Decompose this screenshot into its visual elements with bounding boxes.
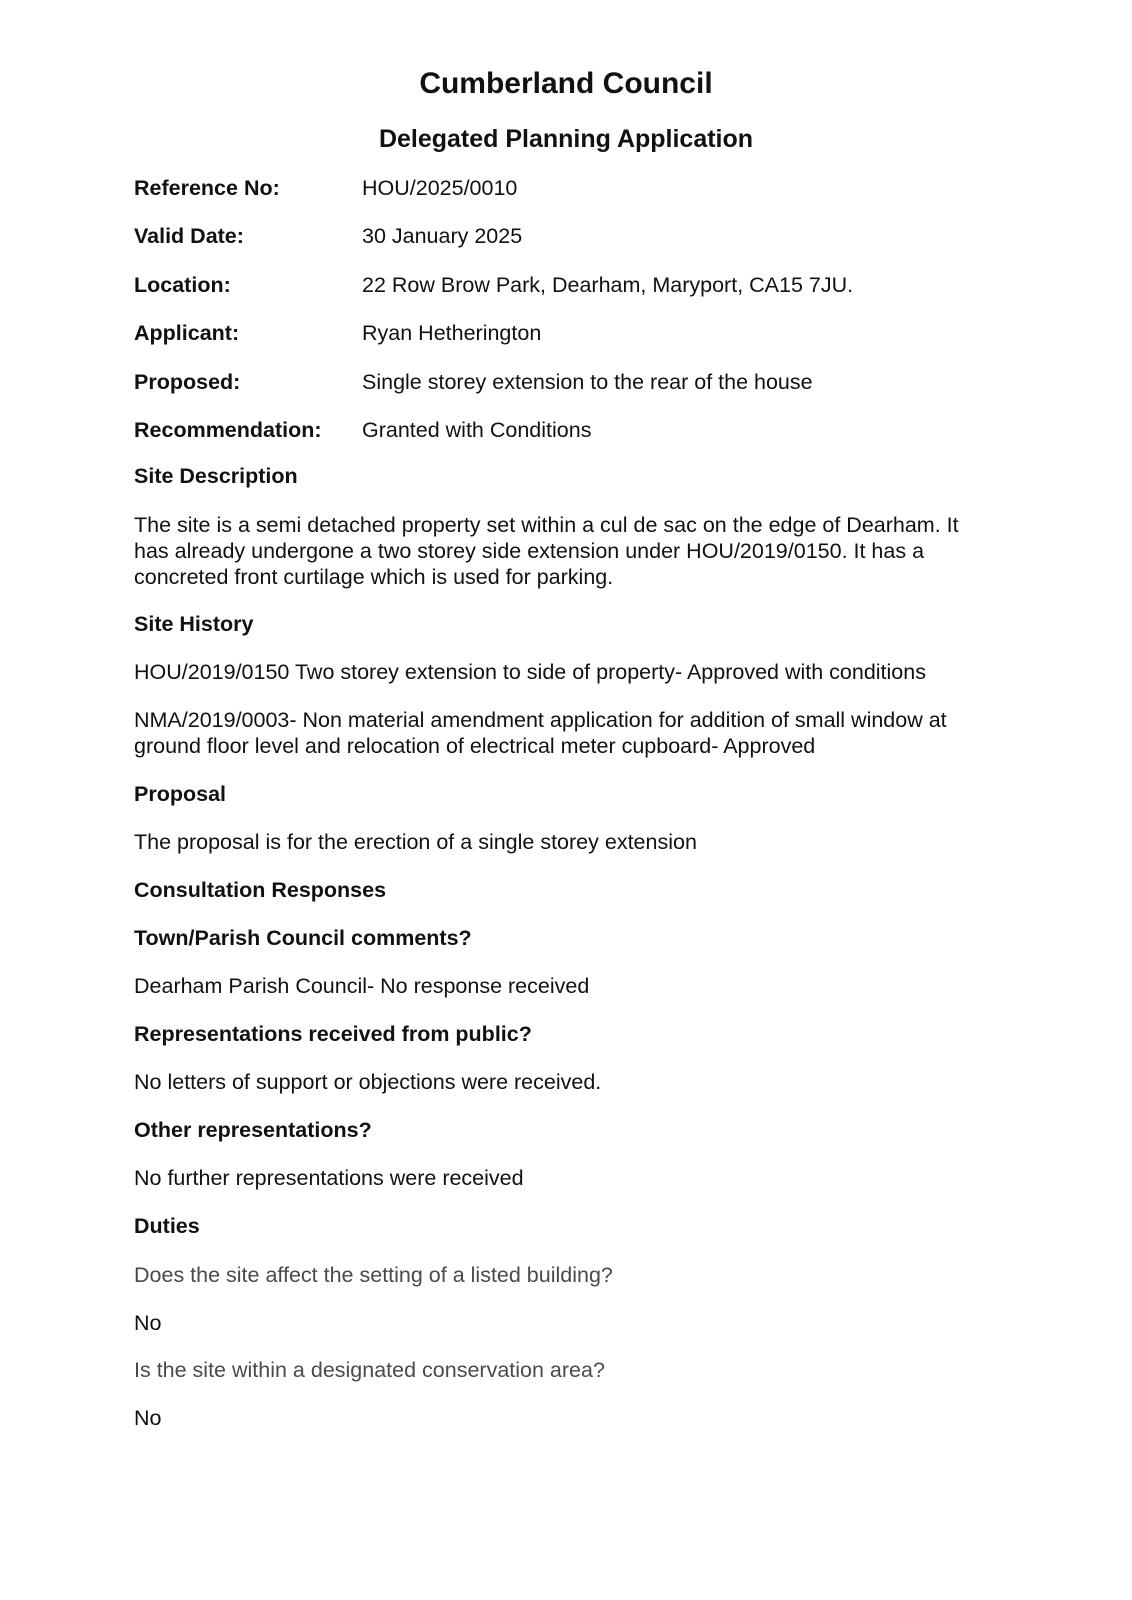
site-description-heading: Site Description xyxy=(134,464,298,488)
summary-row-recommendation xyxy=(134,417,1034,465)
summary-value: Granted with Conditions xyxy=(362,417,592,442)
summary-row-location xyxy=(134,272,1034,320)
summary-row-applicant xyxy=(134,320,1034,368)
parish-comments-text: Dearham Parish Council- No response received xyxy=(134,974,590,998)
paragraph-line: has already undergone a two storey side extension under HOU/2019/0150. It has a xyxy=(134,539,925,563)
summary-value: Single storey extension to the rear of the house xyxy=(362,369,813,394)
summary-row-reference xyxy=(134,175,1034,223)
public-representations-text: No letters of support or objections were received. xyxy=(134,1070,602,1094)
summary-label: Valid Date: xyxy=(134,224,244,249)
site-history-entry: HOU/2019/0150 Two storey extension to side of property- Approved with conditions xyxy=(134,660,926,684)
proposal-heading: Proposal xyxy=(134,782,226,806)
conservation-area-question: Is the site within a designated conservation area? xyxy=(134,1358,605,1382)
application-summary xyxy=(134,175,1034,465)
summary-label: Recommendation: xyxy=(134,417,322,442)
paragraph-line: NMA/2019/0003- Non material amendment application for addition of small window at xyxy=(134,708,947,732)
summary-label: Reference No: xyxy=(134,176,280,200)
summary-value: 22 Row Brow Park, Dearham, Maryport, CA15 7JU. xyxy=(362,272,854,297)
site-description-text xyxy=(134,512,1014,590)
council-title: Cumberland Council xyxy=(419,67,713,100)
document-type-title: Delegated Planning Application xyxy=(378,125,754,153)
site-history-entry xyxy=(134,707,1014,759)
conservation-area-answer: No xyxy=(134,1406,162,1430)
other-representations-text: No further representations were received xyxy=(134,1166,524,1190)
listed-building-answer: No xyxy=(134,1311,162,1335)
proposal-text: The proposal is for the erection of a single storey extension xyxy=(134,830,697,854)
summary-row-proposed xyxy=(134,369,1034,417)
summary-value: 30 January 2025 xyxy=(362,224,523,249)
consultation-heading: Consultation Responses xyxy=(134,878,387,902)
paragraph-line: The site is a semi detached property set within a cul de sac on the edge of Dearham. It xyxy=(134,513,959,537)
summary-label: Applicant: xyxy=(134,321,240,346)
public-representations-heading: Representations received from public? xyxy=(134,1022,532,1046)
summary-row-valid-date xyxy=(134,223,1034,271)
parish-comments-heading: Town/Parish Council comments? xyxy=(134,926,472,950)
summary-value: HOU/2025/0010 xyxy=(362,176,518,200)
site-history-heading: Site History xyxy=(134,612,254,636)
listed-building-question: Does the site affect the setting of a listed building? xyxy=(134,1263,613,1287)
paragraph-line: ground floor level and relocation of electrical meter cupboard- Approved xyxy=(134,734,816,758)
summary-label: Location: xyxy=(134,272,231,297)
other-representations-heading: Other representations? xyxy=(134,1118,372,1142)
duties-heading: Duties xyxy=(134,1214,200,1238)
summary-value: Ryan Hetherington xyxy=(362,321,542,346)
summary-label: Proposed: xyxy=(134,369,241,394)
paragraph-line: concreted front curtilage which is used for parking. xyxy=(134,565,614,589)
